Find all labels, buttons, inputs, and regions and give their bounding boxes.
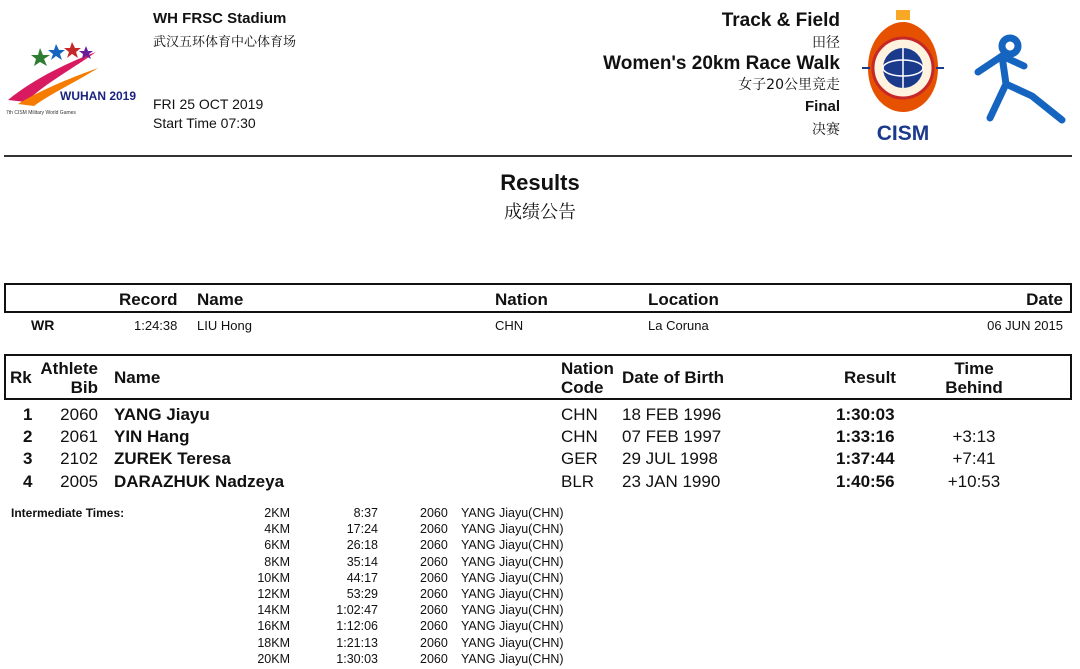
result-nation-code: BLR <box>561 472 595 491</box>
result-bib: 2102 <box>60 449 98 468</box>
split-leader-bib: 2060 <box>420 587 448 601</box>
split-distance: 4KM <box>264 522 290 537</box>
records-col-name: Name <box>197 290 244 309</box>
records-col-location: Location <box>648 290 719 309</box>
split-leader-bib: 2060 <box>420 554 448 569</box>
result-time: 1:33:16 <box>836 427 895 446</box>
split-leader-name: YANG Jiayu(CHN) <box>461 651 564 666</box>
results-col-bib-line2: Bib <box>70 378 98 397</box>
split-distance: 18KM <box>257 635 290 650</box>
split-distance: 8KM <box>264 554 290 569</box>
split-leader-name: YANG Jiayu(CHN) <box>461 554 564 569</box>
venue-name: WH FRSC Stadium <box>153 10 287 27</box>
list-item <box>0 522 700 538</box>
result-bib: 2005 <box>60 472 98 491</box>
results-col-nation-line1: Nation <box>561 359 614 378</box>
page-title-cn: 成绩公告 <box>504 202 576 223</box>
results-col-time-behind <box>934 359 1014 397</box>
split-leader-bib: 2060 <box>420 522 448 537</box>
list-item <box>0 652 700 668</box>
split-time: 26:18 <box>346 538 378 553</box>
event-date: FRI 25 OCT 2019 <box>153 96 264 112</box>
result-bib: 2060 <box>60 405 98 424</box>
results-col-behind-line1: Time <box>954 359 994 378</box>
split-time: 1:21:13 <box>336 635 378 650</box>
result-rank: 2 <box>23 427 33 446</box>
sport-name: Track & Field <box>721 10 840 31</box>
split-distance: 12KM <box>257 587 290 601</box>
split-distance: 2KM <box>264 506 290 520</box>
result-time-behind: +7:41 <box>952 449 996 468</box>
record-type: WR <box>31 317 55 333</box>
event-name: Women's 20km Race Walk <box>603 53 840 74</box>
result-athlete-name: YIN Hang <box>114 427 190 446</box>
split-leader-name: YANG Jiayu(CHN) <box>461 635 564 650</box>
split-leader-name: YANG Jiayu(CHN) <box>461 619 564 634</box>
result-time: 1:40:56 <box>836 472 895 491</box>
results-col-nation-code <box>561 359 614 397</box>
split-time: 35:14 <box>346 554 378 569</box>
result-athlete-name: DARAZHUK Nadzeya <box>114 472 285 491</box>
list-item <box>0 603 700 619</box>
results-col-dob: Date of Birth <box>622 368 724 387</box>
result-athlete-name: YANG Jiayu <box>114 405 210 424</box>
result-athlete-name: ZUREK Teresa <box>114 449 231 468</box>
results-col-name: Name <box>114 368 161 387</box>
intermediate-times-label: Intermediate Times: <box>11 506 125 520</box>
result-dob: 29 JUL 1998 <box>622 449 718 468</box>
phase-name-cn: 决赛 <box>812 122 840 138</box>
sport-name-cn: 田径 <box>812 35 840 51</box>
record-location: La Coruna <box>648 318 709 333</box>
result-dob: 23 JAN 1990 <box>622 472 721 491</box>
result-dob: 18 FEB 1996 <box>622 405 722 424</box>
split-leader-bib: 2060 <box>420 651 448 666</box>
results-col-rank: Rk <box>10 368 32 387</box>
result-rank: 4 <box>23 472 33 491</box>
list-item <box>0 555 700 571</box>
header-divider <box>4 155 1072 157</box>
result-time-behind: +3:13 <box>952 427 996 446</box>
results-col-result: Result <box>844 368 896 387</box>
split-leader-name: YANG Jiayu(CHN) <box>461 587 564 601</box>
results-col-behind-line2: Behind <box>945 378 1003 397</box>
results-col-bib <box>38 359 98 397</box>
result-rank: 1 <box>23 405 33 424</box>
split-distance: 10KM <box>257 570 290 585</box>
result-dob: 07 FEB 1997 <box>622 427 722 446</box>
split-distance: 14KM <box>257 603 290 618</box>
result-bib: 2061 <box>60 427 98 446</box>
split-time: 53:29 <box>346 587 378 601</box>
record-holder: LIU Hong <box>197 318 252 333</box>
split-distance: 20KM <box>257 651 290 666</box>
records-col-nation: Nation <box>495 290 548 309</box>
split-time: 1:30:03 <box>336 651 378 666</box>
list-item <box>0 587 700 603</box>
table-row <box>0 472 1080 494</box>
split-distance: 16KM <box>257 619 290 634</box>
page-title: Results <box>500 170 580 195</box>
games-logo-subtitle: 7th CISM Military World Games <box>6 110 76 116</box>
list-item <box>0 619 700 635</box>
split-time: 44:17 <box>346 570 378 585</box>
list-item <box>0 636 700 652</box>
results-header-box <box>4 354 1072 400</box>
split-leader-bib: 2060 <box>420 603 448 618</box>
cism-logo-text: CISM <box>876 122 930 145</box>
result-time: 1:30:03 <box>836 405 895 424</box>
split-leader-bib: 2060 <box>420 570 448 585</box>
start-time: Start Time 07:30 <box>153 115 256 131</box>
split-distance: 6KM <box>264 538 290 553</box>
table-row <box>0 427 1080 449</box>
event-name-cn: 女子20公里竞走 <box>738 77 840 93</box>
result-nation-code: CHN <box>561 427 598 446</box>
results-col-nation-line2: Code <box>561 378 604 397</box>
split-leader-name: YANG Jiayu(CHN) <box>461 570 564 585</box>
records-col-date: Date <box>1026 290 1063 309</box>
split-time: 1:02:47 <box>336 603 378 618</box>
record-nation: CHN <box>495 318 524 333</box>
list-item <box>0 571 700 587</box>
record-value: 1:24:38 <box>134 318 178 333</box>
list-item <box>0 506 700 522</box>
wuhan-2019-logo <box>4 38 146 120</box>
cism-logo <box>858 8 948 146</box>
table-row <box>0 449 1080 471</box>
split-leader-name: YANG Jiayu(CHN) <box>461 506 564 520</box>
table-row <box>0 405 1080 427</box>
split-leader-bib: 2060 <box>420 538 448 553</box>
results-col-bib-line1: Athlete <box>40 359 98 378</box>
split-leader-name: YANG Jiayu(CHN) <box>461 538 564 553</box>
result-time-behind: +10:53 <box>947 472 1001 491</box>
split-time: 1:12:06 <box>336 619 378 634</box>
record-date: 06 JUN 2015 <box>987 318 1063 333</box>
split-leader-bib: 2060 <box>420 635 448 650</box>
records-col-record: Record <box>119 290 178 309</box>
split-leader-bib: 2060 <box>420 506 448 520</box>
phase-name: Final <box>804 98 840 115</box>
result-time: 1:37:44 <box>836 449 895 468</box>
result-nation-code: GER <box>561 449 598 468</box>
venue-name-cn: 武汉五环体育中心体育场 <box>153 35 297 50</box>
result-rank: 3 <box>23 449 33 468</box>
race-walk-pictogram-icon <box>972 34 1072 126</box>
list-item <box>0 538 700 554</box>
split-leader-bib: 2060 <box>420 619 448 634</box>
split-time: 8:37 <box>353 506 378 520</box>
games-logo-title: WUHAN 2019 <box>60 89 137 103</box>
split-time: 17:24 <box>346 522 378 537</box>
split-leader-name: YANG Jiayu(CHN) <box>461 603 564 618</box>
result-nation-code: CHN <box>561 405 598 424</box>
split-leader-name: YANG Jiayu(CHN) <box>461 522 564 537</box>
